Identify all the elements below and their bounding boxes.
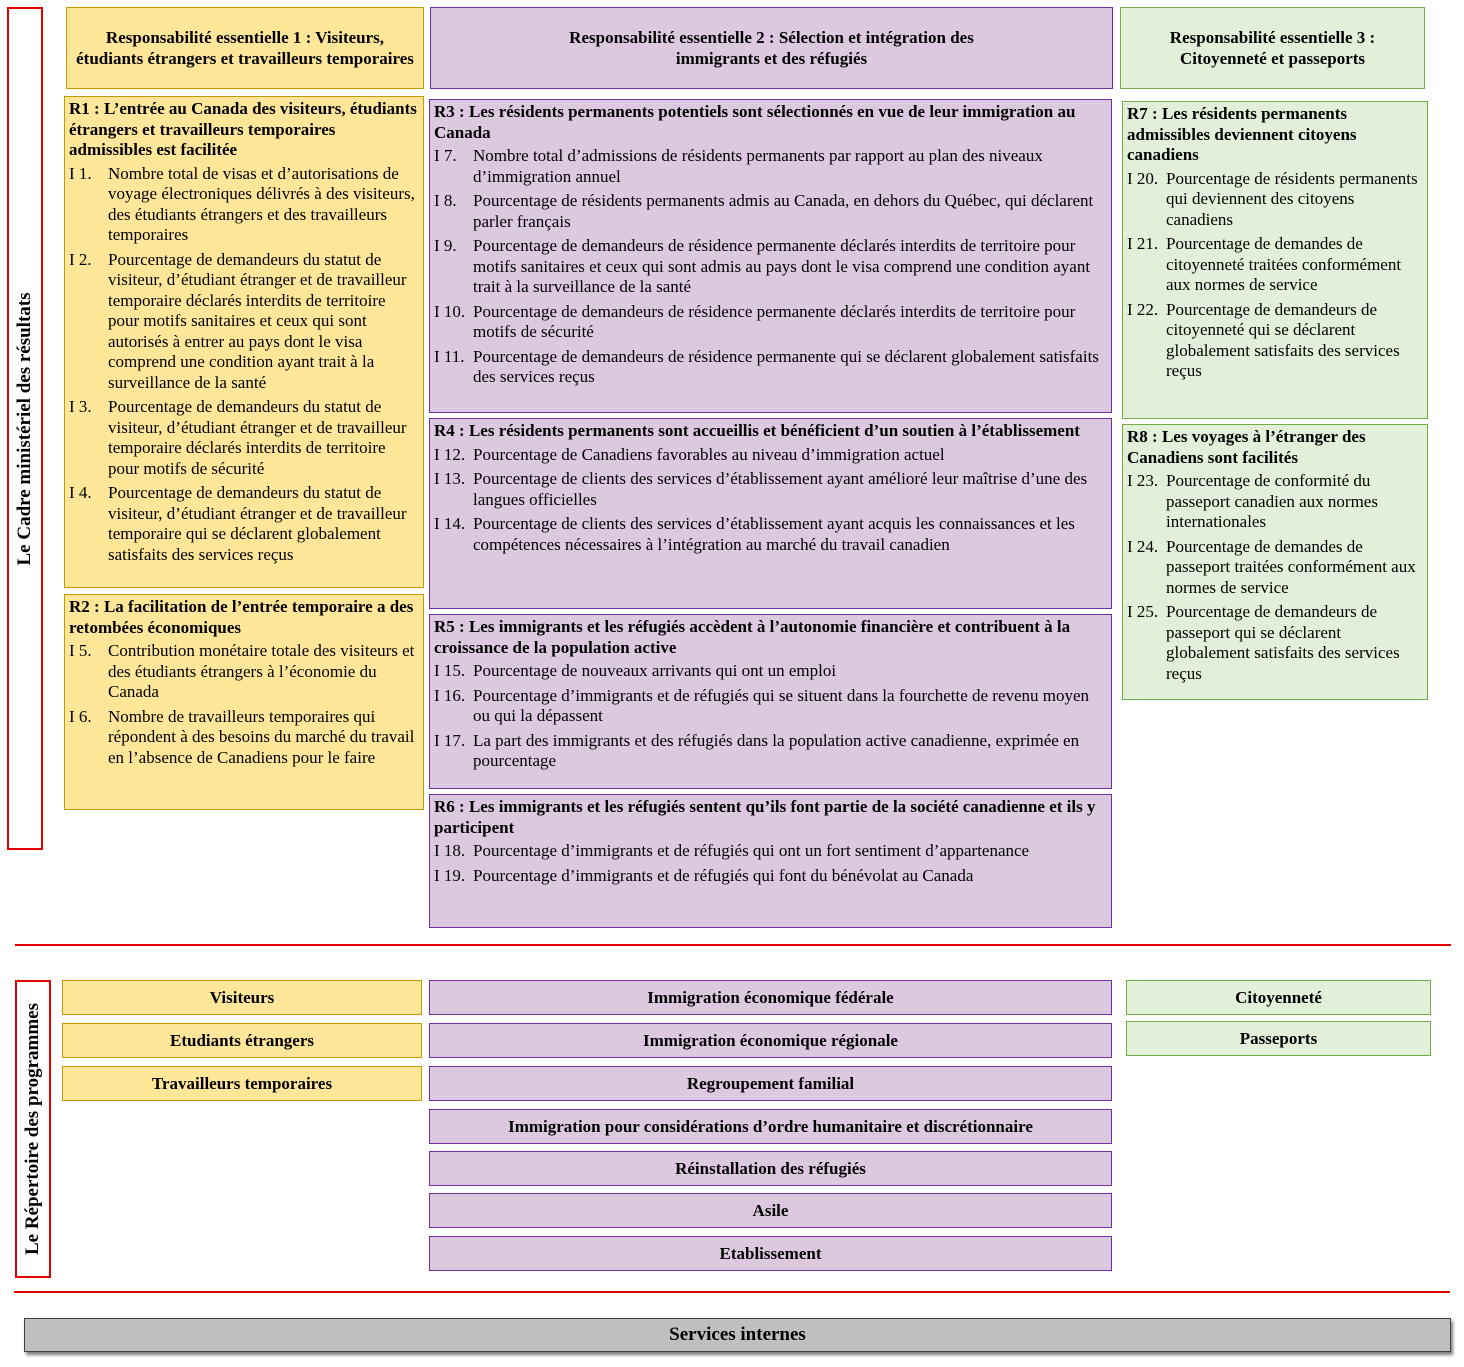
indicator-item xyxy=(1127,537,1423,599)
indicator-item xyxy=(434,236,1107,298)
result-title: R2 : La facilitation de l’entrée temporaire a des retombées économiques xyxy=(69,597,414,637)
program-label: Citoyenneté xyxy=(1235,987,1322,1007)
program-etablissement xyxy=(429,1236,1112,1271)
indicator-text: Nombre total d’admissions de résidents permanents par rapport au plan des niveaux d’immigration annuel xyxy=(473,146,1043,186)
indicator-code: I 5. xyxy=(69,641,92,660)
indicator-item xyxy=(434,347,1107,388)
program-label: Réinstallation des réfugiés xyxy=(675,1158,866,1178)
indicator-text: Pourcentage de demandes de citoyenneté traitées conformément aux normes de service xyxy=(1166,234,1402,294)
indicator-code: I 17. xyxy=(434,730,466,750)
indicator-code: I 6. xyxy=(69,706,92,726)
indicator-code: I 7. xyxy=(434,146,457,165)
indicator-code: I 1. xyxy=(69,163,92,183)
indicator-item xyxy=(69,250,419,394)
indicator-code: I 19. xyxy=(434,865,466,885)
indicator-item xyxy=(1127,602,1423,684)
indicator-text: Pourcentage de résidents permanents qui deviennent des citoyens canadiens xyxy=(1166,168,1418,229)
inventory-side-label-text: Le Répertoire des programmes xyxy=(22,1002,43,1256)
indicator-item xyxy=(434,841,1107,862)
indicator-item xyxy=(69,483,419,565)
indicator-item xyxy=(69,397,419,479)
program-label: Immigration économique fédérale xyxy=(647,987,894,1007)
indicator-code: I 15. xyxy=(434,661,466,680)
indicator-code: I 23. xyxy=(1127,471,1159,490)
indicator-item xyxy=(434,302,1107,343)
indicator-item xyxy=(1127,234,1423,296)
program-label: Asile xyxy=(752,1200,789,1220)
indicator-item xyxy=(1127,300,1423,382)
internal-services-label: Services internes xyxy=(669,1324,806,1345)
result-title: R1 : L’entrée au Canada des visiteurs, étudiants étrangers et travailleurs temporaires admissibles est facilitée xyxy=(69,99,417,159)
indicator-code: I 21. xyxy=(1127,234,1159,253)
core-responsibility-1-header xyxy=(66,7,424,89)
result-r2 xyxy=(64,594,424,810)
indicator-code: I 2. xyxy=(69,249,92,269)
program-passeports xyxy=(1126,1021,1431,1056)
program-label: Immigration pour considérations d’ordre humanitaire et discrétionnaire xyxy=(508,1116,1033,1136)
result-r6 xyxy=(429,794,1112,928)
indicator-code: I 13. xyxy=(434,469,466,488)
indicator-text: Pourcentage d’immigrants et de réfugiés qui se situent dans la fourchette de revenu moyen ou qui la dépassent xyxy=(473,685,1090,725)
indicator-item xyxy=(434,191,1107,232)
program-asile xyxy=(429,1193,1112,1228)
indicator-code: I 14. xyxy=(434,514,466,533)
internal-services-bar xyxy=(24,1318,1451,1352)
core-responsibility-1-title: Responsabilité essentielle 1 : Visiteurs, étudiants étrangers et travailleurs temporaires xyxy=(76,28,414,68)
program-travailleurs-temporaires xyxy=(62,1066,422,1101)
indicator-text: Pourcentage d’immigrants et de réfugiés qui font du bénévolat au Canada xyxy=(473,865,974,885)
indicator-text: La part des immigrants et des réfugiés dans la population active canadienne, exprimée en pourcentage xyxy=(473,730,1080,770)
indicator-item xyxy=(1127,471,1423,533)
indicator-code: I 22. xyxy=(1127,299,1159,319)
indicator-item xyxy=(434,445,1107,466)
program-label: Immigration économique régionale xyxy=(643,1030,898,1050)
indicator-text: Pourcentage de demandeurs du statut de visiteur, d’étudiant étranger et de travailleur temporaire déclarés interdits de territoire pour motifs de sécurité xyxy=(108,397,407,478)
indicator-text: Pourcentage de résidents permanents admis au Canada, en dehors du Québec, qui déclarent parler français xyxy=(473,191,1094,231)
indicator-item xyxy=(434,731,1107,772)
indicator-text: Pourcentage de clients des services d’établissement ayant amélioré leur maîtrise d’une des langues officielles xyxy=(473,469,1088,509)
program-label: Regroupement familial xyxy=(686,1073,855,1093)
indicator-item xyxy=(434,686,1107,727)
inventory-side-label xyxy=(15,980,51,1278)
indicator-item xyxy=(434,146,1107,187)
indicator-code: I 12. xyxy=(434,444,466,464)
program-label: Etudiants étrangers xyxy=(169,1030,315,1050)
program-label: Travailleurs temporaires xyxy=(151,1073,333,1093)
indicator-item xyxy=(434,469,1107,510)
result-r5 xyxy=(429,614,1112,789)
result-r7 xyxy=(1122,101,1428,419)
indicator-code: I 10. xyxy=(434,301,466,321)
indicator-text: Nombre total de visas et d’autorisations de voyage électroniques délivrés à des visiteurs, des étudiants étrangers et des travailleurs temporaires xyxy=(108,163,415,244)
program-citoyennete xyxy=(1126,980,1431,1015)
result-title: R5 : Les immigrants et les réfugiés accèdent à l’autonomie financière et contribuent à la croissance de la population active xyxy=(434,617,1071,657)
indicator-text: Pourcentage de demandeurs de citoyenneté qui se déclarent globalement satisfaits des services reçus xyxy=(1166,299,1400,380)
program-reinstallation-refugies xyxy=(429,1151,1112,1186)
indicator-code: I 16. xyxy=(434,685,466,705)
indicator-item xyxy=(434,866,1107,887)
program-immigration-economique-regionale xyxy=(429,1023,1112,1058)
separator-line-bottom xyxy=(14,1291,1450,1293)
program-immigration-humanitaire xyxy=(429,1109,1112,1144)
indicator-item xyxy=(434,514,1107,555)
indicator-item xyxy=(69,707,419,769)
separator-line-top xyxy=(15,944,1451,946)
indicator-text: Pourcentage d’immigrants et de réfugiés qui ont un fort sentiment d’appartenance xyxy=(473,841,1030,860)
indicator-text: Pourcentage de Canadiens favorables au niveau d’immigration actuel xyxy=(473,444,945,464)
result-r1 xyxy=(64,96,424,588)
core-responsibility-3-title: Responsabilité essentielle 3 : Citoyenneté et passeports xyxy=(1169,28,1376,68)
result-title: R4 : Les résidents permanents sont accueillis et bénéficient d’un soutien à l’établissement xyxy=(434,421,1080,440)
indicator-text: Pourcentage de demandeurs de passeport qui se déclarent globalement satisfaits des services reçus xyxy=(1166,602,1400,683)
indicator-item xyxy=(1127,169,1423,231)
program-label: Visiteurs xyxy=(209,987,275,1007)
indicator-text: Pourcentage de nouveaux arrivants qui ont un emploi xyxy=(473,661,837,680)
indicator-code: I 24. xyxy=(1127,536,1159,556)
indicator-text: Contribution monétaire totale des visiteurs et des étudiants étrangers à l’économie du Canada xyxy=(108,641,415,701)
result-title: R3 : Les résidents permanents potentiels sont sélectionnés en vue de leur immigration au Canada xyxy=(434,102,1076,142)
program-label: Passeports xyxy=(1239,1028,1318,1048)
indicator-code: I 18. xyxy=(434,841,466,860)
indicator-item xyxy=(434,661,1107,682)
program-regroupement-familial xyxy=(429,1066,1112,1101)
indicator-code: I 20. xyxy=(1127,168,1159,188)
program-immigration-economique-federale xyxy=(429,980,1112,1015)
indicator-text: Pourcentage de clients des services d’établissement ayant acquis les connaissances et les compétences nécessaires à l’intégration au marché du travail canadien xyxy=(473,514,1075,554)
framework-side-label xyxy=(7,7,43,850)
indicator-text: Pourcentage de demandeurs de résidence permanente déclarés interdits de territoire pour motifs sanitaires et ceux qui sont admis au pays dont le visa comprend une condition ayant trait à la surveillance de la santé xyxy=(473,236,1091,296)
program-etudiants-etrangers xyxy=(62,1023,422,1058)
indicator-text: Pourcentage de demandeurs de résidence permanente déclarés interdits de territoire pour motifs de sécurité xyxy=(473,301,1076,341)
indicator-code: I 3. xyxy=(69,397,92,416)
result-title: R7 : Les résidents permanents admissibles deviennent citoyens canadiens xyxy=(1127,104,1357,164)
indicator-code: I 4. xyxy=(69,483,92,502)
core-responsibility-3-header xyxy=(1120,7,1425,89)
indicator-text: Pourcentage de conformité du passeport canadien aux normes internationales xyxy=(1166,471,1378,531)
result-title: R8 : Les voyages à l’étranger des Canadiens sont facilités xyxy=(1127,427,1366,467)
result-r8 xyxy=(1122,424,1428,700)
program-label: Etablissement xyxy=(719,1243,822,1263)
core-responsibility-2-header xyxy=(430,7,1113,89)
indicator-code: I 9. xyxy=(434,236,457,255)
indicator-code: I 25. xyxy=(1127,602,1159,621)
indicator-item xyxy=(69,164,419,246)
indicator-item xyxy=(69,641,419,703)
framework-side-label-text: Le Cadre ministériel des résultats xyxy=(14,292,35,565)
indicator-code: I 11. xyxy=(434,346,465,366)
result-r3 xyxy=(429,99,1112,413)
indicator-text: Pourcentage de demandes de passeport traitées conformément aux normes de service xyxy=(1166,536,1416,597)
indicator-code: I 8. xyxy=(434,191,457,210)
indicator-text: Nombre de travailleurs temporaires qui répondent à des besoins du marché du travail en l’absence de Canadiens pour le faire xyxy=(108,706,415,767)
program-visiteurs xyxy=(62,980,422,1015)
indicator-text: Pourcentage de demandeurs du statut de visiteur, d’étudiant étranger et de travailleur temporaire déclarés interdits de territoire pour motifs sanitaires et ceux qui sont autorisés à entrer au pays dont le visa comprend une condition ayant trait à la surveillance de la santé xyxy=(108,249,407,392)
core-responsibility-2-title: Responsabilité essentielle 2 : Sélection et intégration des immigrants et des réfugiés xyxy=(569,28,974,68)
result-r4 xyxy=(429,418,1112,609)
result-title: R6 : Les immigrants et les réfugiés sentent qu’ils font partie de la société canadienne et ils y participent xyxy=(434,797,1096,837)
indicator-text: Pourcentage de demandeurs du statut de visiteur, d’étudiant étranger et de travailleur temporaire qui se déclarent globalement satisfaits des services reçus xyxy=(108,483,407,564)
indicator-text: Pourcentage de demandeurs de résidence permanente qui se déclarent globalement satisfaits des services reçus xyxy=(473,346,1099,386)
